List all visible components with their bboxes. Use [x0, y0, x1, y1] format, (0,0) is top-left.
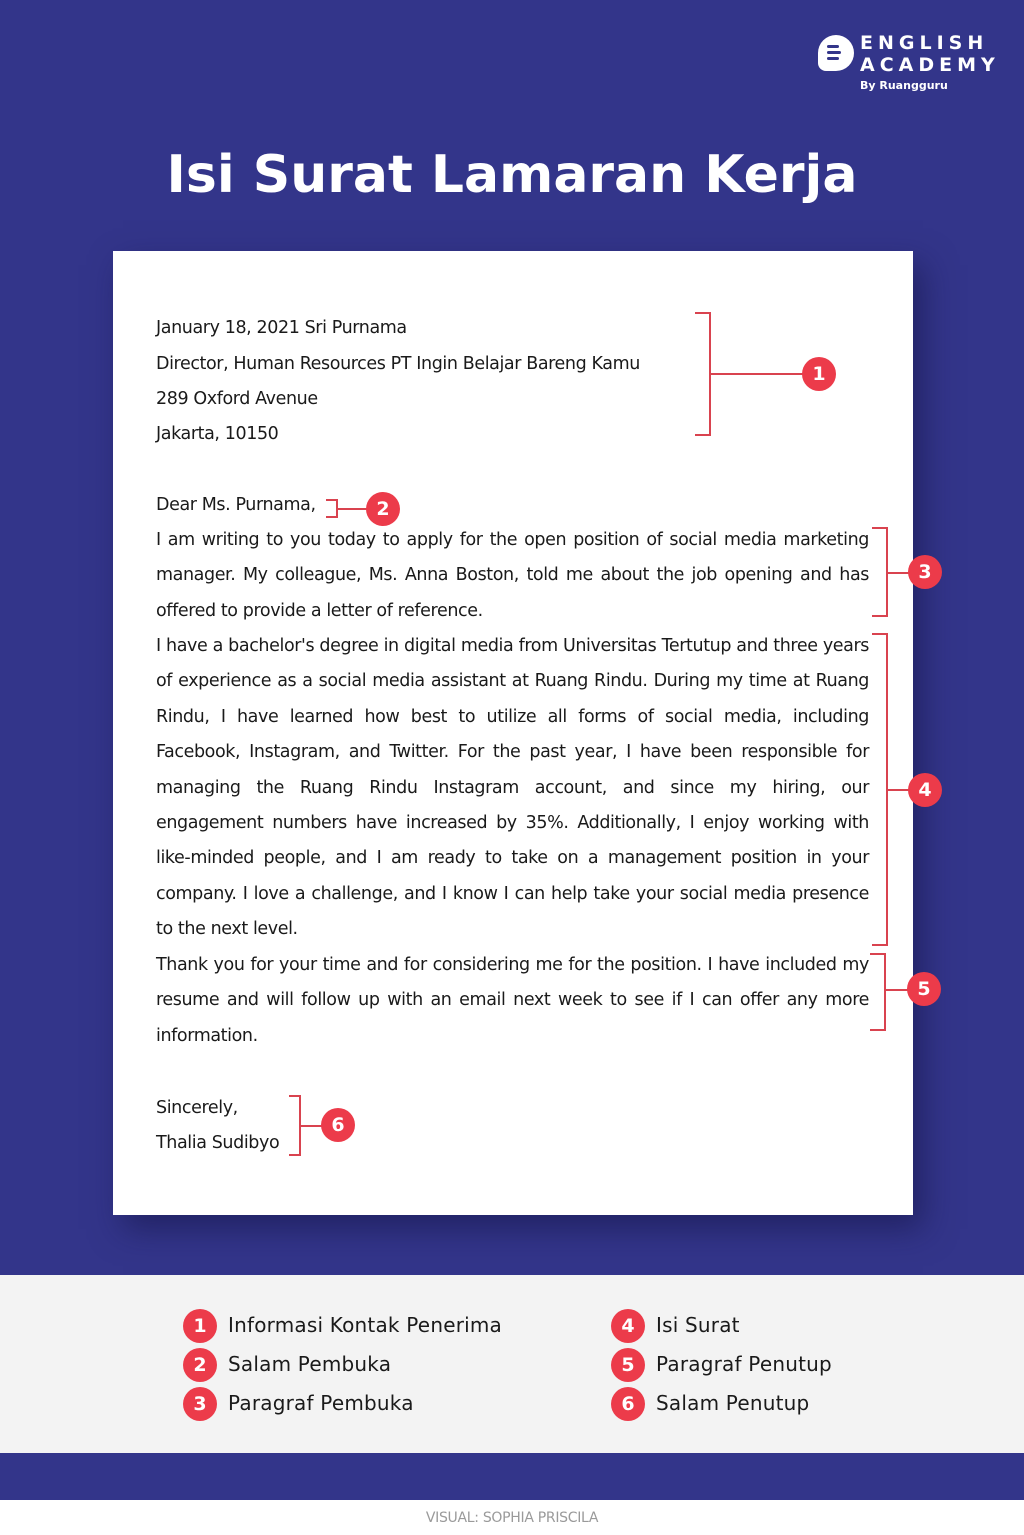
marker-badge-5: 5 [907, 972, 941, 1006]
bracket-3 [872, 527, 888, 617]
letter-opening-paragraph: I am writing to you today to apply for the open position of social media marketing manager. My colleague, Ms. Anna Boston, told me about the job opening and has offered to provide a letter of reference. [156, 530, 869, 621]
letter-body-paragraph: I have a bachelor's degree in digital media from Universitas Tertutup and three years of experience as a social media assistant at Ruang Rindu. During my time at Ruang Rindu, I have learned how best to utilize all forms of social media, including Facebook, Instagram, and Twitter. For the past year, I have been responsible for managing the Ruang Rindu Instagram account, and since my hiring, our engagement numbers have increased by 35%. Additionally, I enjoy working with like-minded people, and I am ready to take on a management position in your company. I love a challenge, and I know I can help take your social media presence to the next level. [156, 636, 869, 940]
page-title: Isi Surat Lamaran Kerja [166, 145, 858, 205]
bracket-5 [870, 953, 886, 1031]
legend-label-3: Paragraf Pembuka [228, 1391, 414, 1415]
legend-label-1: Informasi Kontak Penerima [228, 1313, 503, 1337]
legend-panel [0, 1275, 1024, 1453]
legend-label-4: Isi Surat [656, 1313, 740, 1337]
legend-label-2: Salam Pembuka [228, 1352, 392, 1376]
bracket-stem-4 [888, 789, 910, 791]
legend-badge-6: 6 [611, 1387, 645, 1421]
visual-credit: VISUAL: SOPHIA PRISCILA [0, 1500, 1024, 1535]
brand-name [860, 32, 1000, 76]
bracket-4 [872, 633, 888, 946]
marker-badge-6: 6 [321, 1108, 355, 1142]
letter-city: Jakarta, 10150 [156, 424, 279, 444]
brand-name-line1: ENGLISH [860, 32, 989, 54]
bracket-stem-6 [301, 1125, 323, 1127]
legend-badge-2: 2 [183, 1348, 217, 1382]
letter-signature: Thalia Sudibyo [156, 1133, 280, 1153]
legend-label-5: Paragraf Penutup [656, 1352, 832, 1376]
bracket-stem-3 [888, 572, 910, 574]
letter-closing-paragraph: Thank you for your time and for considering me for the position. I have included my resume and will follow up with an email next week to see if I can offer any more information. [156, 955, 869, 1046]
bracket-stem-1 [711, 373, 803, 375]
bracket-2 [326, 499, 338, 518]
legend-badge-3: 3 [183, 1387, 217, 1421]
brand-byline: By Ruangguru [860, 79, 948, 92]
bracket-1 [695, 312, 711, 436]
marker-badge-3: 3 [908, 555, 942, 589]
chat-bubble-logo-icon [818, 35, 854, 71]
legend-badge-5: 5 [611, 1348, 645, 1382]
bracket-stem-2 [338, 508, 368, 510]
marker-badge-2: 2 [366, 492, 400, 526]
letter-signoff: Sincerely, [156, 1098, 238, 1118]
legend-badge-1: 1 [183, 1309, 217, 1343]
legend-label-6: Salam Penutup [656, 1391, 810, 1415]
legend-badge-4: 4 [611, 1309, 645, 1343]
marker-badge-4: 4 [908, 773, 942, 807]
brand-name-line2: ACADEMY [860, 54, 1000, 76]
letter-address: 289 Oxford Avenue [156, 389, 318, 409]
letter-salutation: Dear Ms. Purnama, [156, 495, 316, 515]
footer-band [0, 1453, 1024, 1500]
brand-logo [818, 32, 998, 97]
bracket-stem-5 [886, 989, 908, 991]
letter-date-recipient: January 18, 2021 Sri Purnama [156, 318, 407, 338]
marker-badge-1: 1 [802, 357, 836, 391]
letter-recipient-title: Director, Human Resources PT Ingin Belajar Bareng Kamu [156, 354, 640, 374]
bracket-6 [289, 1095, 301, 1156]
